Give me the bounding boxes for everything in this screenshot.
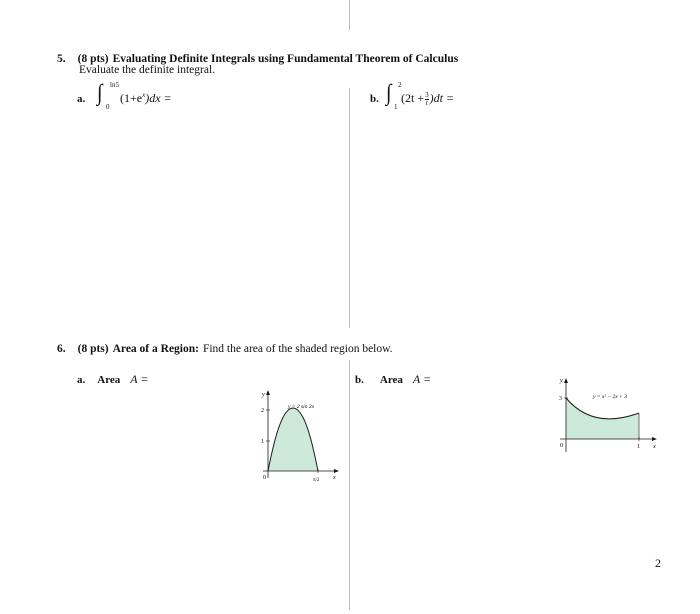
- q5a-upper-limit: ln5: [110, 81, 119, 89]
- divider-top: [349, 0, 350, 30]
- divider-bottom: [349, 360, 350, 610]
- q5b-label: b.: [370, 93, 379, 105]
- q6a-y-axis-label: y: [262, 392, 265, 398]
- q6b-graph: [555, 372, 665, 462]
- q6a-area-eq: A =: [130, 372, 149, 386]
- q5a-integral-sign: ∫: [97, 80, 103, 106]
- q6a-function-label: y = 2 sin 2x: [288, 404, 315, 410]
- q6a-area-label: Area: [97, 374, 121, 386]
- q5b-integral-sign: ∫: [386, 80, 392, 106]
- q5a-integrand-text: (1+e: [120, 91, 143, 105]
- q5b-integrand: [401, 91, 454, 107]
- q6b-area-label: Area: [379, 374, 403, 386]
- q5b-frac-num: 3: [425, 90, 429, 99]
- q6a-x-axis-label: x: [333, 475, 336, 481]
- q6b-answer-line: [355, 370, 431, 388]
- q5a-lower-limit: 0: [106, 103, 110, 111]
- divider-middle: [349, 88, 350, 328]
- q6a-ytick-1: 1: [261, 439, 264, 445]
- q5a-label: a.: [77, 93, 86, 105]
- q6a-origin: 0: [263, 475, 266, 481]
- q6b-y-arrow: [564, 378, 568, 383]
- q5b-lower-limit: 1: [394, 103, 398, 111]
- q5b-integral: [386, 80, 496, 114]
- q5a-integral: [97, 80, 207, 114]
- q5b-frac-den: t: [425, 98, 428, 107]
- q5b-tail: )dt =: [429, 91, 455, 105]
- q6a-label: a.: [77, 374, 86, 386]
- q6a-graph: [255, 386, 345, 486]
- q6b-y-axis-label: y: [560, 378, 563, 384]
- q5a-tail: )dx =: [145, 91, 172, 105]
- q6b-function-label: y = x² − 2x + 3: [593, 394, 627, 400]
- q5-points: (8 pts): [77, 53, 109, 65]
- page-number: 2: [655, 556, 661, 570]
- q6-number: 6.: [57, 343, 66, 355]
- q5-instruction: Evaluate the definite integral.: [79, 64, 216, 76]
- q6b-xtick-1: 1: [637, 444, 640, 450]
- q6a-xtick-label: π/2: [313, 478, 320, 483]
- q6-instruction: Find the area of the shaded region below.: [202, 343, 393, 355]
- q6b-x-arrow: [652, 437, 657, 441]
- q6a-answer-line: [77, 370, 148, 388]
- q5b-fraction: [425, 92, 429, 107]
- q6-title: Area of a Region:: [112, 343, 199, 355]
- q6b-area-eq: A =: [412, 372, 432, 386]
- q5-number: 5.: [57, 53, 66, 65]
- q6b-ytick-3: 3: [559, 396, 562, 402]
- q6-points: (8 pts): [77, 343, 109, 355]
- q6a-ytick-2: 2: [261, 408, 264, 414]
- q5-title: Evaluating Definite Integrals using Fundamental Theorem of Calculus: [112, 53, 459, 65]
- q5a-integrand: [120, 91, 172, 106]
- q5b-integrand-text: (2t +: [401, 91, 425, 105]
- q5a-exponent: x: [142, 91, 146, 99]
- q6b-x-axis-label: x: [653, 444, 656, 450]
- q5b-upper-limit: 2: [398, 81, 402, 89]
- q6b-origin: 0: [560, 443, 563, 449]
- q6b-label: b.: [355, 374, 364, 386]
- q6a-x-arrow: [334, 469, 339, 473]
- q6-heading: [57, 339, 393, 357]
- q6a-y-arrow: [266, 390, 270, 395]
